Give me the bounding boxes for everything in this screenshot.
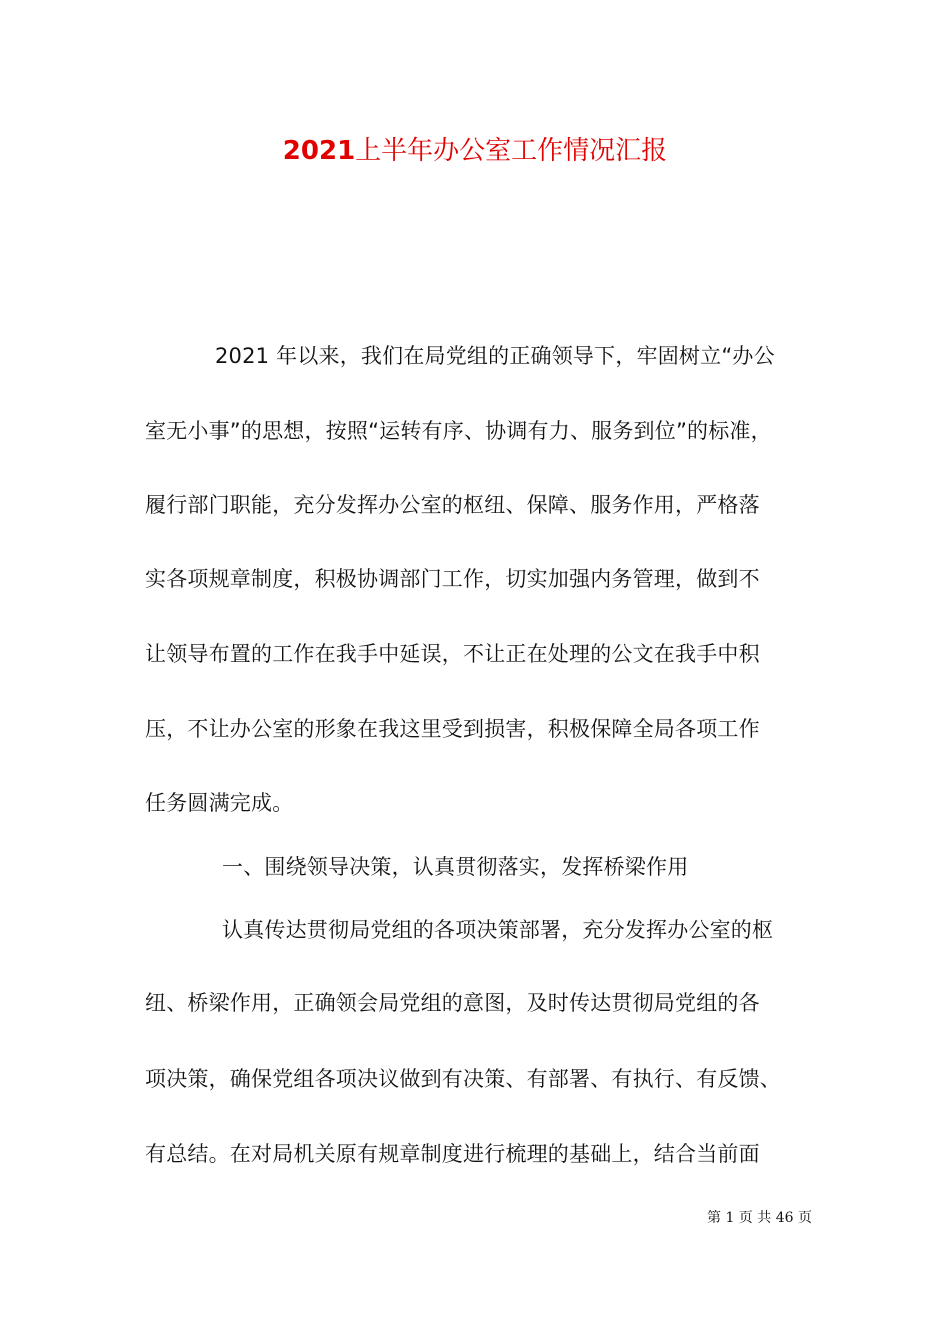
document-title-year: 2021 xyxy=(282,136,356,166)
paragraph-2-line: 认真传达贯彻局党组的各项决策部署，充分发挥办公室的枢 xyxy=(222,918,774,942)
document-title-text: 上半年办公室工作情况汇报 xyxy=(355,136,668,166)
document-title xyxy=(0,134,950,168)
paragraph-2-line: 纽、桥梁作用，正确领会局党组的意图，及时传达贯彻局党组的各 xyxy=(145,991,760,1015)
paragraph-1-line: 室无小事”的思想，按照“运转有序、协调有力、服务到位”的标准， xyxy=(145,419,772,443)
page-number-footer: 第 1 页 共 46 页 xyxy=(707,1210,812,1226)
paragraph-1-line: 实各项规章制度，积极协调部门工作，切实加强内务管理，做到不 xyxy=(145,567,760,591)
paragraph-2-line: 有总结。在对局机关原有规章制度进行梳理的基础上，结合当前面 xyxy=(145,1142,760,1166)
paragraph-1-line: 2021 年以来，我们在局党组的正确领导下，牢固树立“办公 xyxy=(215,344,775,368)
paragraph-2-line: 项决策，确保党组各项决议做到有决策、有部署、有执行、有反馈、 xyxy=(145,1067,781,1091)
paragraph-1-line: 履行部门职能，充分发挥办公室的枢纽、保障、服务作用，严格落 xyxy=(145,493,760,517)
paragraph-1-line: 让领导布置的工作在我手中延误，不让正在处理的公文在我手中积 xyxy=(145,642,760,666)
section-heading-1: 一、围绕领导决策，认真贯彻落实，发挥桥梁作用 xyxy=(222,855,689,879)
paragraph-1-line: 压，不让办公室的形象在我这里受到损害，积极保障全局各项工作 xyxy=(145,717,760,741)
paragraph-1-line: 任务圆满完成。 xyxy=(145,791,294,815)
